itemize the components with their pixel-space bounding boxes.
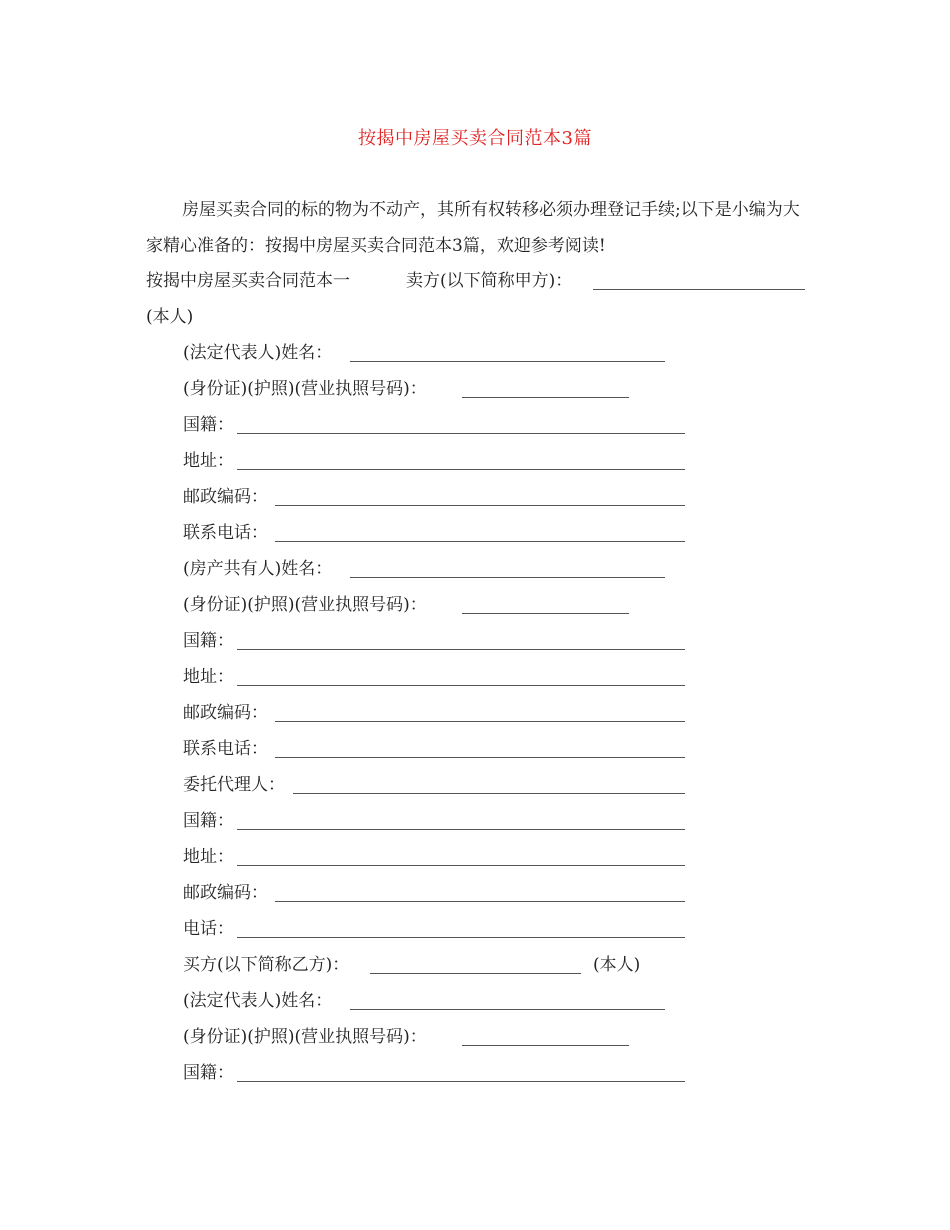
seller-name-blank[interactable] [593,289,805,290]
coowner-nationality-blank[interactable] [237,649,685,650]
agent-postal-blank[interactable] [275,901,685,902]
agent-address-blank[interactable] [237,865,685,866]
buyer-self-label: (本人) [593,955,641,975]
agent-address-label: 地址： [183,847,234,867]
buyer-nationality-label: 国籍： [183,1063,234,1083]
seller-id-blank[interactable] [462,397,629,398]
coowner-id-label: (身份证)(护照)(营业执照号码)： [183,595,427,615]
coowner-postal-blank[interactable] [275,721,685,722]
agent-blank[interactable] [293,793,685,794]
agent-nationality-blank[interactable] [237,829,685,830]
seller-legal-rep-blank[interactable] [350,361,665,362]
seller-postal-label: 邮政编码： [183,487,268,507]
seller-phone-blank[interactable] [275,541,685,542]
seller-nationality-label: 国籍： [183,415,234,435]
buyer-id-label: (身份证)(护照)(营业执照号码)： [183,1027,427,1047]
seller-address-blank[interactable] [237,469,685,470]
seller-phone-label: 联系电话： [183,523,268,543]
coowner-postal-label: 邮政编码： [183,703,268,723]
buyer-legal-rep-label: (法定代表人)姓名： [183,991,333,1011]
coowner-name-label: (房产共有人)姓名： [183,559,333,579]
agent-postal-label: 邮政编码： [183,883,268,903]
buyer-name-blank[interactable] [370,973,581,974]
agent-phone-label: 电话： [183,919,234,939]
seller-self-label: (本人) [146,307,194,327]
agent-nationality-label: 国籍： [183,811,234,831]
intro-paragraph [146,192,811,264]
agent-phone-blank[interactable] [237,937,685,938]
seller-address-label: 地址： [183,451,234,471]
coowner-address-label: 地址： [183,667,234,687]
seller-id-label: (身份证)(护照)(营业执照号码)： [183,379,427,399]
coowner-phone-label: 联系电话： [183,739,268,759]
coowner-phone-blank[interactable] [275,757,685,758]
seller-nationality-blank[interactable] [237,433,685,434]
coowner-nationality-label: 国籍： [183,631,234,651]
seller-legal-rep-label: (法定代表人)姓名： [183,343,333,363]
seller-postal-blank[interactable] [275,505,685,506]
coowner-id-blank[interactable] [462,613,629,614]
buyer-legal-rep-blank[interactable] [350,1009,665,1010]
coowner-address-blank[interactable] [237,685,685,686]
buyer-id-blank[interactable] [462,1045,629,1046]
agent-label: 委托代理人： [183,775,285,795]
seller-label: 卖方(以下简称甲方)： [406,271,573,291]
buyer-label: 买方(以下简称乙方)： [183,955,350,975]
section-heading: 按揭中房屋买卖合同范本一 [146,271,350,291]
intro-text: 房屋买卖合同的标的物为不动产，其所有权转移必须办理登记手续;以下是小编为大家精心准备的：按揭中房屋买卖合同范本3篇，欢迎参考阅读! [146,200,800,256]
document-title: 按揭中房屋买卖合同范本3篇 [358,128,592,149]
buyer-nationality-blank[interactable] [237,1081,685,1082]
coowner-name-blank[interactable] [350,577,665,578]
